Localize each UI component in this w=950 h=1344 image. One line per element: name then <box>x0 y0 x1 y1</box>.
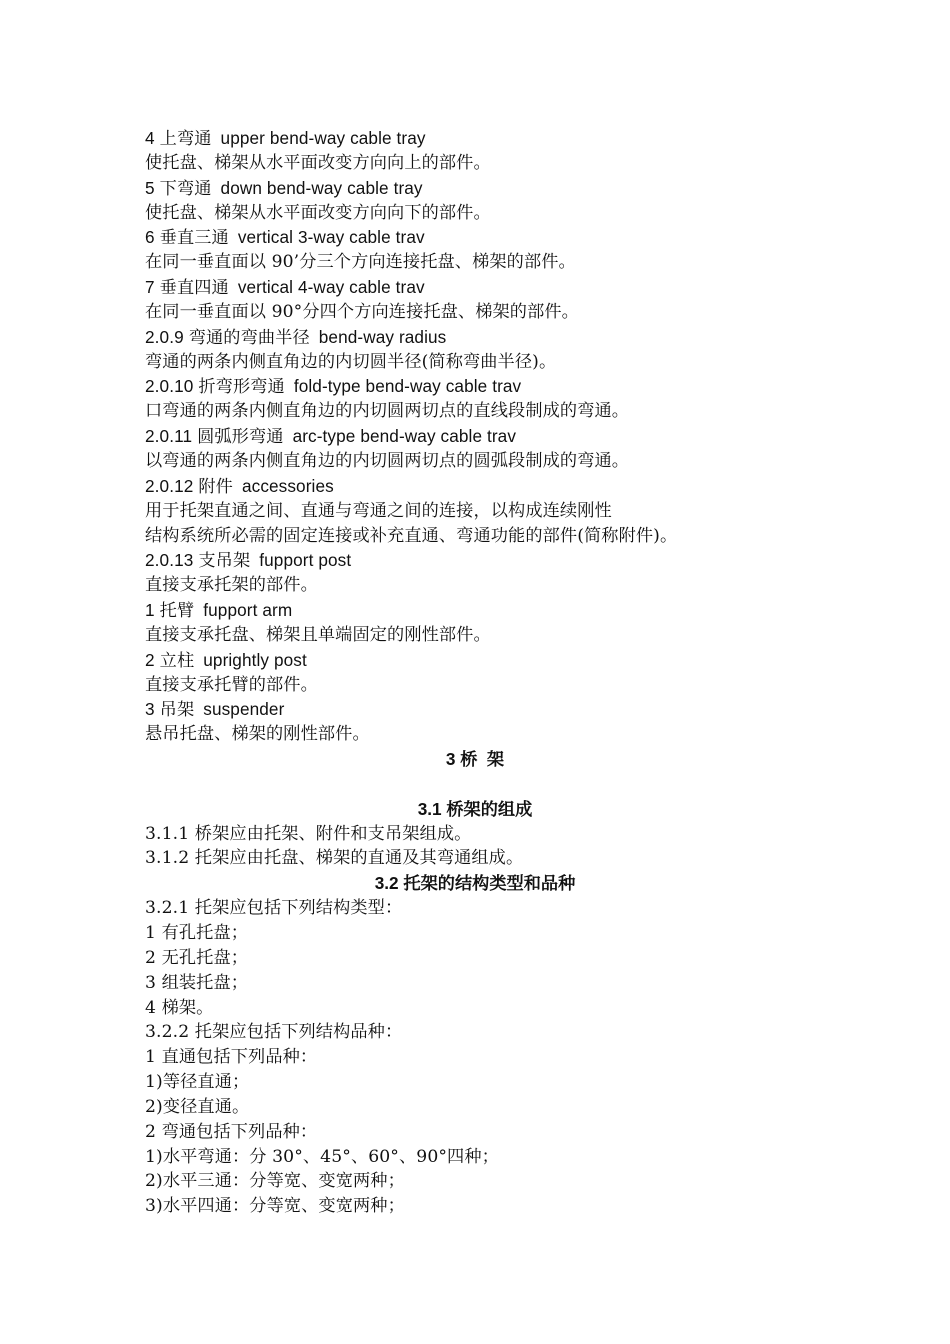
term-english: vertical 4-way cable trav <box>237 277 425 298</box>
term-number: 5 <box>145 177 155 198</box>
term-chinese: 垂直三通 <box>159 228 229 249</box>
term-english: upper bend-way cable tray <box>220 128 426 148</box>
section-heading: 3.1 桥架的组成 <box>417 798 533 819</box>
term-number: 4 <box>145 128 155 148</box>
text-line: 2 无孔托盘； <box>145 947 249 968</box>
term-number: 2.0.9 <box>145 326 184 347</box>
term-line <box>145 598 950 623</box>
text-line: 1)水平弯通：分 30°、45°、60°、90°四种； <box>145 1146 499 1167</box>
text-line: 1 有孔托盘； <box>145 923 249 943</box>
text-line: 在同一垂直面以 90’分三个方向连接托盘、梯架的部件。 <box>145 252 576 273</box>
text-line: 2 弯通包括下列品种： <box>145 1121 318 1142</box>
term-number: 6 <box>145 227 155 248</box>
term-line <box>145 374 950 399</box>
text-line: 3.2.2 托架应包括下列结构品种： <box>145 1022 403 1043</box>
text-line: 悬吊托盘、梯架的刚性部件。 <box>145 724 370 745</box>
term-english: arc-type bend-way cable trav <box>292 426 517 447</box>
term-line <box>145 474 950 499</box>
term-number: 1 <box>145 600 155 621</box>
text-line: 3.1.2 托架应由托盘、梯架的直通及其弯通组成。 <box>145 848 524 869</box>
term-number: 2.0.12 <box>145 475 194 496</box>
text-line: 4 梯架。 <box>145 997 214 1018</box>
text-line: 使托盘、梯架从水平面改变方向向下的部件。 <box>145 202 491 223</box>
term-english: fold-type bend-way cable trav <box>293 376 522 397</box>
text-line: 口弯通的两条内侧直角边的内切圆两切点的直线段制成的弯通。 <box>145 401 630 422</box>
text-line: 直接支承托臂的部件。 <box>145 674 318 695</box>
term-number: 3 <box>145 699 155 720</box>
text-line: 3)水平四通：分等宽、变宽两种； <box>145 1196 405 1217</box>
term-english: bend-way radius <box>318 326 447 347</box>
text-line: 3.1.1 桥架应由托架、附件和支吊架组成。 <box>145 823 472 844</box>
term-line <box>145 424 950 449</box>
term-chinese: 下弯通 <box>159 178 212 199</box>
term-english: vertical 3-way cable trav <box>237 227 425 248</box>
term-chinese: 垂直四通 <box>159 278 229 299</box>
section-heading: 3.2 托架的结构类型和品种 <box>374 873 576 894</box>
term-line <box>145 275 950 300</box>
term-chinese: 立柱 <box>159 650 195 671</box>
text-line: 直接支承托盘、梯架且单端固定的刚性部件。 <box>145 624 491 645</box>
document-page <box>0 126 950 1219</box>
term-english: fupport post <box>259 550 352 571</box>
term-chinese: 支吊架 <box>198 551 251 572</box>
term-english: down bend-way cable tray <box>220 177 423 198</box>
term-line <box>145 225 950 250</box>
term-english: uprightly post <box>203 649 307 670</box>
term-number: 7 <box>145 277 155 298</box>
text-line: 直接支承托架的部件。 <box>145 575 318 596</box>
term-number: 2.0.13 <box>145 550 194 571</box>
term-chinese: 上弯通 <box>159 129 212 149</box>
text-line: 2)变径直通。 <box>145 1096 250 1117</box>
term-english: fupport arm <box>203 600 293 621</box>
term-line <box>145 697 950 722</box>
term-chinese: 折弯形弯通 <box>198 377 285 398</box>
term-number: 2.0.11 <box>145 426 193 447</box>
term-number: 2 <box>145 649 155 670</box>
text-line: 使托盘、梯架从水平面改变方向向上的部件。 <box>145 152 491 173</box>
text-line: 2)水平三通：分等宽、变宽两种； <box>145 1171 405 1192</box>
section-heading: 3 桥 架 <box>445 749 505 770</box>
term-chinese: 吊架 <box>159 700 195 721</box>
term-line <box>145 325 950 350</box>
term-chinese: 托臂 <box>159 601 195 622</box>
text-line: 在同一垂直面以 90°分四个方向连接托盘、梯架的部件。 <box>145 301 579 322</box>
text-line: 1 直通包括下列品种： <box>145 1047 318 1068</box>
term-chinese: 圆弧形弯通 <box>197 427 284 448</box>
text-line: 3 组装托盘； <box>145 972 249 993</box>
term-english: suspender <box>203 699 285 720</box>
text-line: 以弯通的两条内侧直角边的内切圆两切点的圆弧段制成的弯通。 <box>145 450 630 471</box>
term-chinese: 弯通的弯曲半径 <box>188 327 310 348</box>
text-line: 3.2.1 托架应包括下列结构类型： <box>145 898 403 919</box>
blank-line <box>0 772 950 797</box>
term-chinese: 附件 <box>198 476 233 497</box>
term-line <box>145 648 950 673</box>
text-line: 1)等径直通； <box>145 1072 250 1093</box>
term-line <box>145 548 950 573</box>
text-line: 弯通的两条内侧直角边的内切圆半径(简称弯曲半径)。 <box>145 351 557 372</box>
term-english: accessories <box>241 475 334 496</box>
term-line <box>145 176 950 201</box>
text-line: 结构系统所必需的固定连接或补充直通、弯通功能的部件(简称附件)。 <box>145 525 678 546</box>
term-number: 2.0.10 <box>145 376 194 397</box>
term-line <box>145 126 950 151</box>
text-line: 用于托架直通之间、直通与弯通之间的连接，以构成连续刚性 <box>145 500 612 521</box>
